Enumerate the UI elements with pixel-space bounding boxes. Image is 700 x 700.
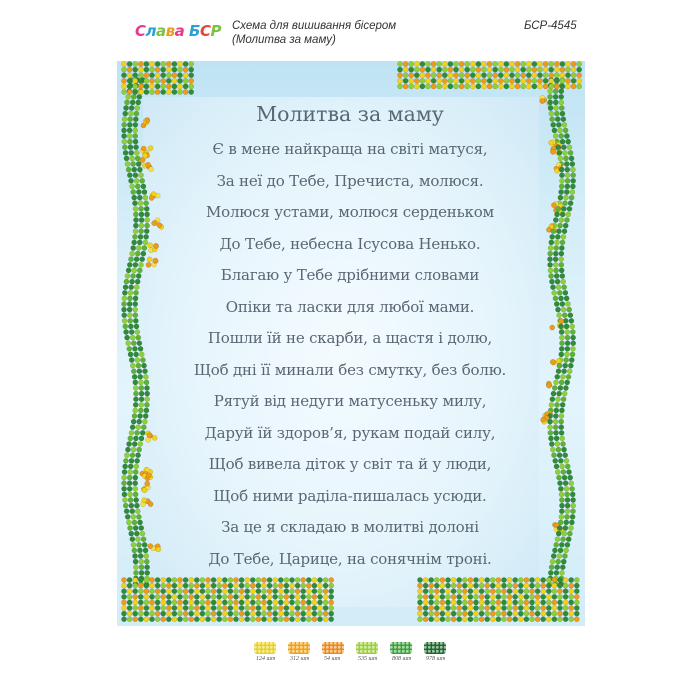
scheme-description: Схема для вишивання бісером: [232, 20, 397, 32]
poem-line: Благаю у Тебе дрібними словами: [220, 266, 480, 284]
bead-sample: [322, 642, 344, 654]
bead-sample: [390, 642, 412, 654]
poem-line: До Тебе, небесна Ісусова Ненько.: [219, 234, 481, 253]
poem-line: Молюся устами, молюся серденьком: [205, 203, 495, 221]
scheme-name: (Молитва за маму): [232, 34, 336, 46]
legend-swatch: [356, 642, 380, 664]
poem-line: До Тебе, Царице, на сонячнім троні.: [208, 549, 492, 568]
poem-line: Щоб дні її минали без смутку, без болю.: [193, 360, 507, 379]
bead-sample: [424, 642, 446, 654]
poem-line: Рятуй від недуги матусеньку милу,: [213, 392, 487, 410]
legend-swatch: [424, 642, 448, 664]
header: [0, 0, 700, 60]
legend-count: 978 шт: [426, 656, 446, 662]
poem-title: Молитва за маму: [256, 102, 444, 126]
logo-text: Слава БСР: [135, 22, 221, 40]
legend-swatch: [254, 642, 278, 664]
poem-line: Пошли їй не скарби, а щастя і долю,: [207, 329, 493, 347]
bead-sample: [254, 642, 276, 654]
legend-swatch: [322, 642, 346, 664]
poem-line: Щоб ними раділа-пишалась усюди.: [213, 486, 487, 505]
poem-line: Є в мене найкраща на світі матуся,: [212, 140, 488, 158]
poem-line: Даруй їй здоров’я, рукам подай силу,: [204, 423, 496, 442]
legend-count: 124 шт: [256, 656, 276, 662]
legend-count: 54 шт: [324, 656, 341, 662]
legend-swatch: [288, 642, 312, 664]
brand-logo: [135, 18, 227, 50]
legend-count: 808 шт: [392, 656, 412, 662]
poem-line: Щоб вивела діток у світ та й у люди,: [208, 455, 492, 473]
product-code: БСР-4545: [524, 20, 577, 32]
poem-line: За неї до Тебе, Пречиста, молюся.: [216, 171, 484, 190]
legend-count: 535 шт: [358, 656, 378, 662]
legend-count: 312 шт: [290, 656, 310, 662]
poem-line: Опіки та ласки для любої мами.: [225, 297, 475, 316]
bead-color-legend: [254, 642, 464, 672]
bead-sample: [356, 642, 378, 654]
poem-line: За це я складаю в молитві долоні: [221, 518, 479, 536]
legend-swatch: [390, 642, 414, 664]
bead-sample: [288, 642, 310, 654]
